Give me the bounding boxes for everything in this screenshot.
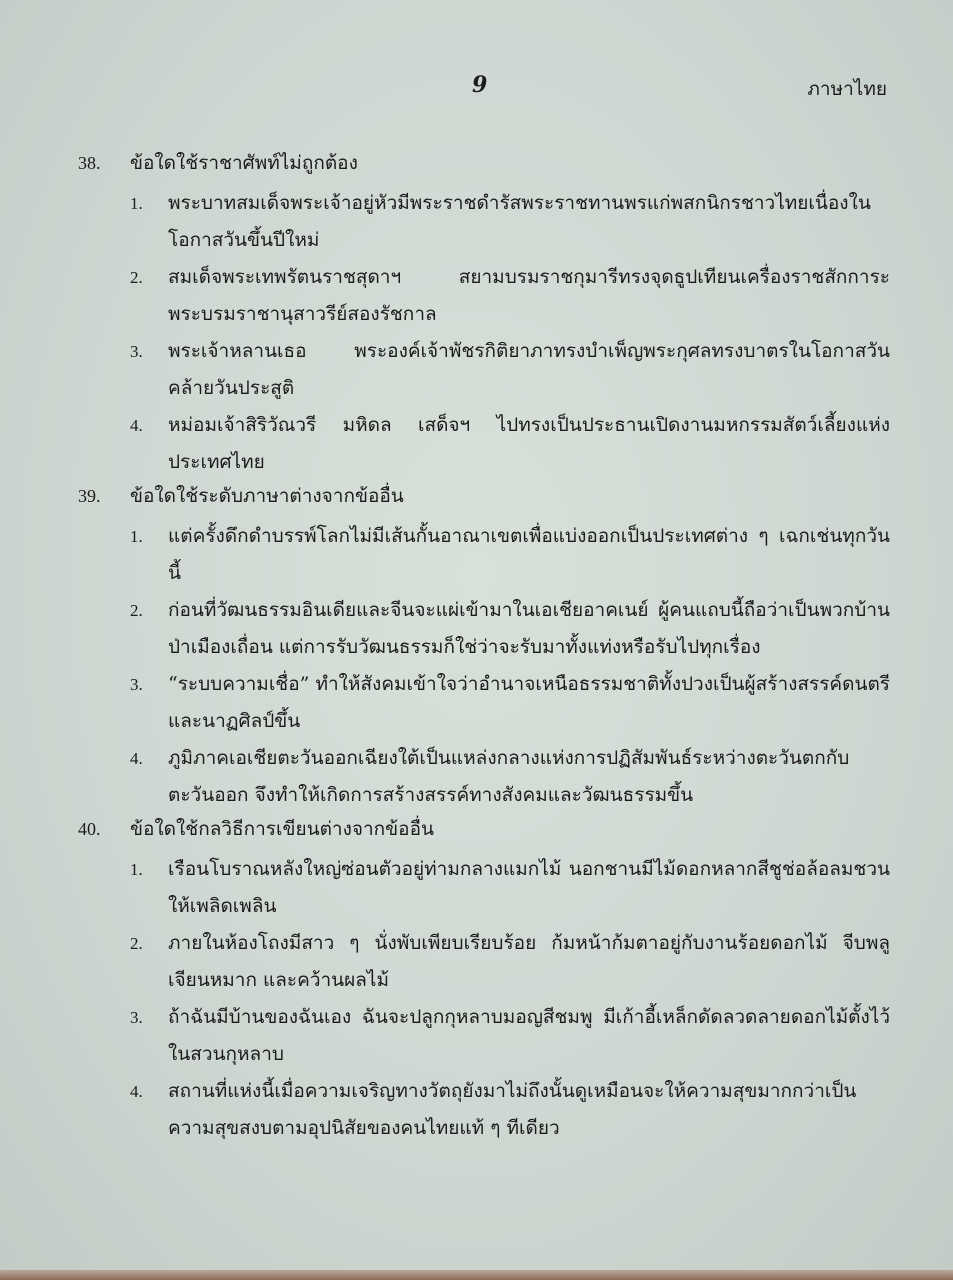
question-list <box>78 148 890 1147</box>
option-3 <box>78 999 890 1073</box>
question-40 <box>78 814 890 1147</box>
option-list <box>78 851 890 1147</box>
option-4 <box>78 407 890 481</box>
option-text: ถ้าฉันมีบ้านของฉันเอง ฉันจะปลูกกุหลาบมอญสีชมพู มีเก้าอี้เหล็กดัดลวดลายดอกไม้ตั้งไว้ในสวนกุหลาบ <box>168 1006 890 1065</box>
question-number: 39. <box>78 486 101 506</box>
option-text: ภายในห้องโถงมีสาว ๆ นั่งพับเพียบเรียบร้อย ก้มหน้าก้มตาอยู่กับงานร้อยดอกไม้ จีบพลูเจียนหมาก และคว้านผลไม้ <box>168 932 890 991</box>
option-text: เรือนโบราณหลังใหญ่ซ่อนตัวอยู่ท่ามกลางแมกไม้ นอกชานมีไม้ดอกหลากสีชูช่อล้อลมชวนให้เพลิดเพลิน <box>168 858 890 917</box>
question-text: ข้อใดใช้กลวิธีการเขียนต่างจากข้ออื่น <box>130 818 434 840</box>
option-2 <box>78 592 890 666</box>
option-2 <box>78 925 890 999</box>
option-text: พระบาทสมเด็จพระเจ้าอยู่หัวมีพระราชดำรัสพระราชทานพรแก่พสกนิกรชาวไทยเนื่องในโอกาสวันขึ้นปีใหม่ <box>168 192 871 251</box>
option-number: 3. <box>130 675 143 694</box>
option-list <box>78 185 890 481</box>
option-number: 3. <box>130 342 143 361</box>
option-text: ภูมิภาคเอเชียตะวันออกเฉียงใต้เป็นแหล่งกลางแห่งการปฏิสัมพันธ์ระหว่างตะวันตกกับตะวันออก จึงทำให้เกิดการสร้างสรรค์ทางสังคมและวัฒนธรรมขึ้น <box>168 747 850 806</box>
option-list <box>78 518 890 814</box>
option-text: พระเจ้าหลานเธอ พระองค์เจ้าพัชรกิติยาภาทรงบำเพ็ญพระกุศลทรงบาตรในโอกาสวันคล้ายวันประสูติ <box>168 340 890 399</box>
option-number: 4. <box>130 749 143 768</box>
option-3 <box>78 333 890 407</box>
option-number: 2. <box>130 601 143 620</box>
option-text: สมเด็จพระเทพรัตนราชสุดาฯ สยามบรมราชกุมารีทรงจุดธูปเทียนเครื่องราชสักการะพระบรมราชานุสาวรีย์สองรัชกาล <box>168 266 890 325</box>
question-heading <box>78 481 890 518</box>
option-text: แต่ครั้งดึกดำบรรพ์โลกไม่มีเส้นกั้นอาณาเขตเพื่อแบ่งออกเป็นประเทศต่าง ๆ เฉกเช่นทุกวันนี้ <box>168 525 890 584</box>
option-1 <box>78 518 890 592</box>
question-text: ข้อใดใช้ระดับภาษาต่างจากข้ออื่น <box>130 485 404 507</box>
question-heading <box>78 814 890 851</box>
option-4 <box>78 1073 890 1147</box>
option-number: 4. <box>130 416 143 435</box>
question-39 <box>78 481 890 814</box>
question-heading <box>78 148 890 185</box>
option-text: “ระบบความเชื่อ” ทำให้สังคมเข้าใจว่าอำนาจเหนือธรรมชาติทั้งปวงเป็นผู้สร้างสรรค์ดนตรีและนาฏศิลป์ขึ้น <box>168 673 890 732</box>
question-number: 38. <box>78 153 101 173</box>
option-number: 1. <box>130 860 143 879</box>
option-text: ก่อนที่วัฒนธรรมอินเดียและจีนจะแผ่เข้ามาในเอเชียอาคเนย์ ผู้คนแถบนี้ถือว่าเป็นพวกบ้านป่าเมืองเถื่อน แต่การรับวัฒนธรรมก็ใช่ว่าจะรับมาทั้งแท่งหรือรับไปทุกเรื่อง <box>168 599 890 658</box>
question-number: 40. <box>78 819 101 839</box>
page-number: 9 <box>472 72 488 98</box>
option-1 <box>78 185 890 259</box>
option-3 <box>78 666 890 740</box>
option-number: 1. <box>130 194 143 213</box>
option-number: 2. <box>130 934 143 953</box>
option-text: สถานที่แห่งนี้เมื่อความเจริญทางวัตถุยังมาไม่ถึงนั้นดูเหมือนจะให้ความสุขมากกว่าเป็นความสุขสงบตามอุปนิสัยของคนไทยแท้ ๆ ทีเดียว <box>168 1080 857 1139</box>
option-number: 4. <box>130 1082 143 1101</box>
option-text: หม่อมเจ้าสิริวัณวรี มหิดล เสด็จฯ ไปทรงเป็นประธานเปิดงานมหกรรมสัตว์เลี้ยงแห่งประเทศไทย <box>168 414 890 473</box>
question-text: ข้อใดใช้ราชาศัพท์ไม่ถูกต้อง <box>130 152 358 174</box>
option-4 <box>78 740 890 814</box>
option-number: 2. <box>130 268 143 287</box>
option-number: 3. <box>130 1008 143 1027</box>
option-1 <box>78 851 890 925</box>
subject-header: ภาษาไทย <box>807 78 887 100</box>
option-2 <box>78 259 890 333</box>
page-bottom-edge <box>0 1270 953 1280</box>
option-number: 1. <box>130 527 143 546</box>
question-38 <box>78 148 890 481</box>
